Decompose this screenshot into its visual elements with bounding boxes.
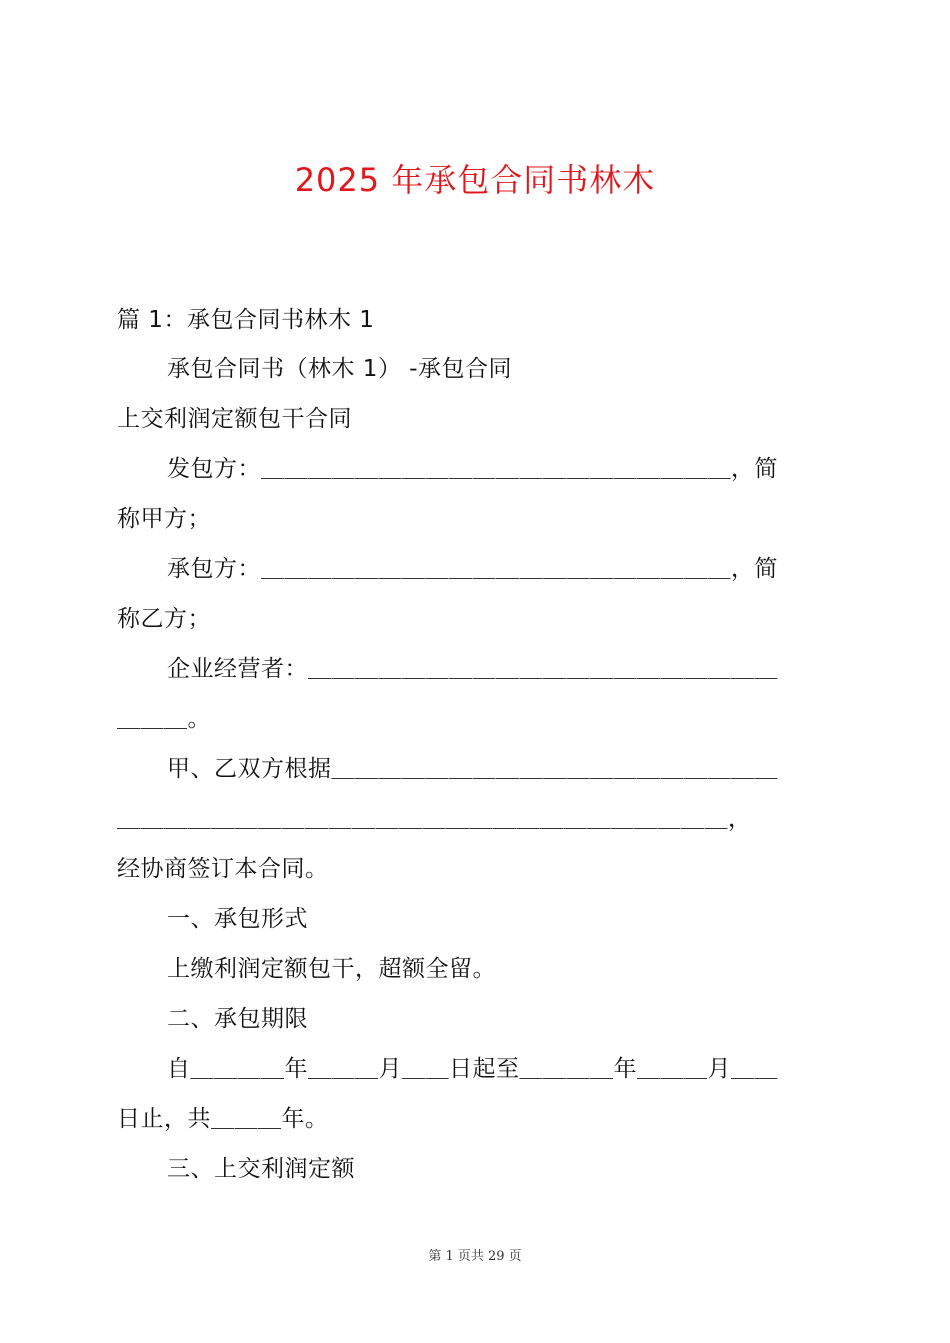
page-number: 第 1 页共 29 页: [428, 1249, 522, 1264]
party-a-line: 发包方：＿＿＿＿＿＿＿＿＿＿＿＿＿＿＿＿＿＿＿＿，简: [167, 456, 778, 482]
paragraph-line: 上交利润定额包干合同: [117, 406, 352, 432]
clause-heading: 三、上交利润定额: [167, 1156, 355, 1182]
document-title: 2025 年承包合同书林木: [294, 161, 656, 199]
clause-heading: 一、承包形式: [167, 906, 308, 932]
paragraph-line: 称甲方；: [117, 506, 211, 532]
party-b-line: 承包方：＿＿＿＿＿＿＿＿＿＿＿＿＿＿＿＿＿＿＿＿，简: [167, 556, 778, 582]
term-line: 自＿＿＿＿年＿＿＿月＿＿日起至＿＿＿＿年＿＿＿月＿＿: [167, 1056, 778, 1082]
paragraph-line: 日止，共＿＿＿年。: [117, 1106, 329, 1132]
clause-heading: 二、承包期限: [167, 1006, 308, 1032]
paragraph-line: 经协商签订本合同。: [117, 856, 329, 882]
paragraph-line: ＿＿＿。: [117, 706, 211, 732]
paragraph-line: ＿＿＿＿＿＿＿＿＿＿＿＿＿＿＿＿＿＿＿＿＿＿＿＿＿＿，: [117, 806, 752, 832]
paragraph-line: 称乙方；: [117, 606, 211, 632]
paragraph-line: 上缴利润定额包干，超额全留。: [167, 956, 496, 982]
basis-line: 甲、乙双方根据＿＿＿＿＿＿＿＿＿＿＿＿＿＿＿＿＿＿＿: [167, 756, 778, 782]
section-heading: 篇 1：承包合同书林木 1: [117, 307, 375, 333]
paragraph-line: 承包合同书（林木 1） -承包合同: [167, 356, 513, 382]
operator-line: 企业经营者：＿＿＿＿＿＿＿＿＿＿＿＿＿＿＿＿＿＿＿＿: [167, 656, 778, 682]
